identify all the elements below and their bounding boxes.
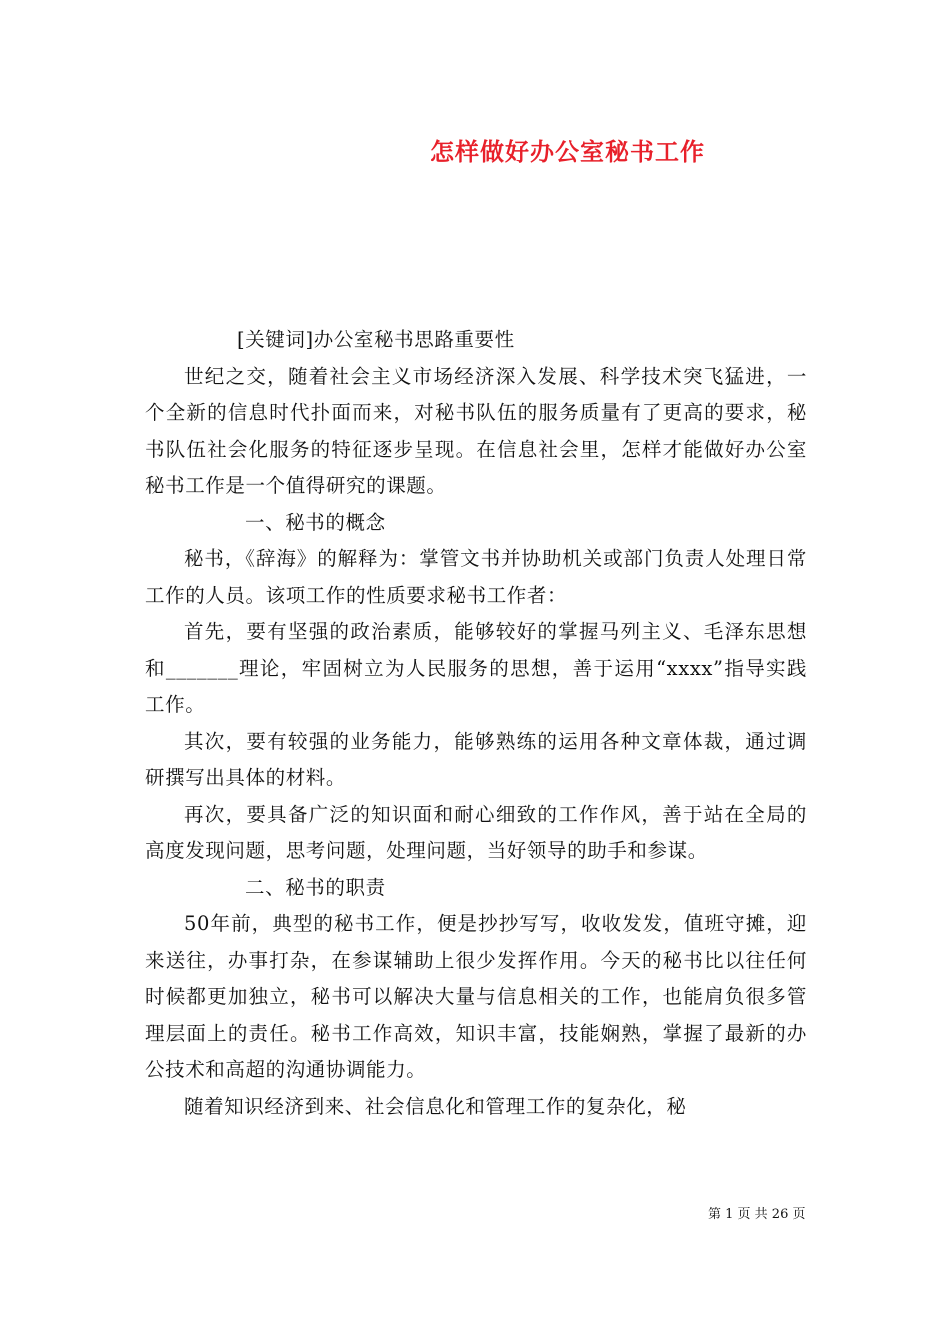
section-heading-duties: 二、秘书的职责 [245,875,386,899]
paragraph-definition: 秘书，《辞海》的解释为：掌管文书并协助机关或部门负责人处理日常工作的人员。该项工作的性质要求秘书工作者： [145,547,807,607]
document-body [145,322,807,1125]
section-heading-concept: 一、秘书的概念 [245,510,386,534]
page-number-footer: 第 1 页 共 26 页 [708,1207,806,1222]
paragraph-intro: 世纪之交，随着社会主义市场经济深入发展、科学技术突飞猛进，一个全新的信息时代扑面而来，对秘书队伍的服务质量有了更高的要求，秘书队伍社会化服务的特征逐步呈现。在信息社会里，怎样才能做好办公室秘书工作是一个值得研究的课题。 [145,364,807,497]
paragraph-first: 首先，要有坚强的政治素质，能够较好的掌握马列主义、毛泽东思想和_______理论，牢固树立为人民服务的思想，善于运用“xxxx”指导实践工作。 [145,620,807,716]
paragraph-third: 再次，要具备广泛的知识面和耐心细致的工作作风，善于站在全局的高度发现问题，思考问题，处理问题，当好领导的助手和参谋。 [145,802,807,862]
paragraph-knowledge-economy: 随着知识经济到来、社会信息化和管理工作的复杂化，秘 [184,1094,687,1118]
document-title: 怎样做好办公室秘书工作 [430,137,705,166]
paragraph-second: 其次，要有较强的业务能力，能够熟练的运用各种文章体裁，通过调研撰写出具体的材料。 [145,729,807,789]
paragraph-fifty-years: 50年前，典型的秘书工作，便是抄抄写写，收收发发，值班守摊，迎来送往，办事打杂，在参谋辅助上很少发挥作用。今天的秘书比以往任何时候都更加独立，秘书可以解决大量与信息相关的工作，也能肩负很多管理层面上的责任。秘书工作高效，知识丰富，技能娴熟，掌握了最新的办公技术和高超的沟通协调能力。 [145,912,807,1081]
keywords-line: [关键词]办公室秘书思路重要性 [237,328,515,351]
